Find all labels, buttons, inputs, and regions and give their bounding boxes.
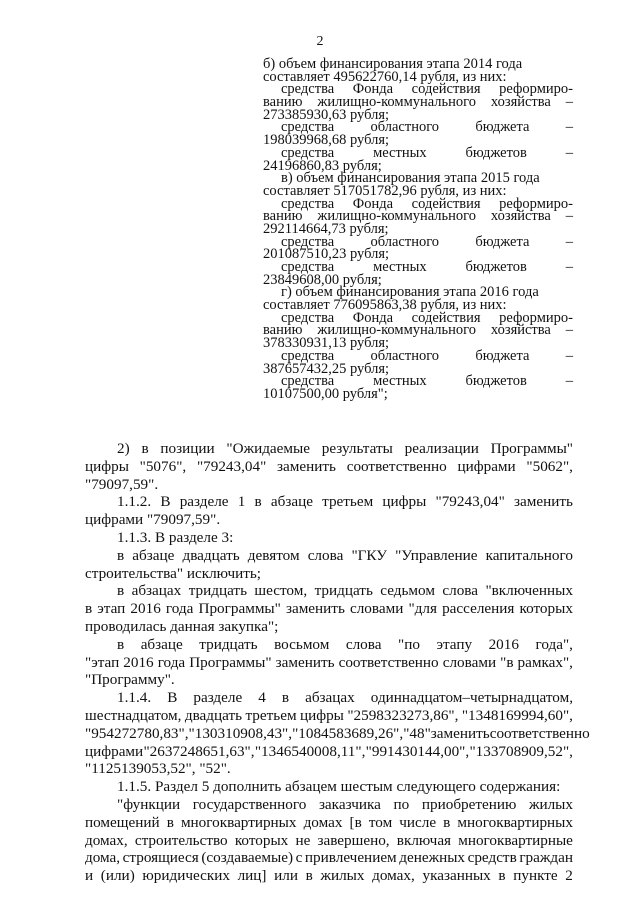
- word: хозяйства: [490, 322, 551, 339]
- word: позиции: [160, 440, 215, 457]
- word: в: [141, 440, 149, 457]
- word: соответственно: [338, 653, 439, 671]
- word: и: [85, 867, 94, 885]
- word: с: [295, 849, 303, 867]
- stage-2015-title: в) объем финансирования этапа 2015 года: [281, 170, 540, 187]
- word: или: [274, 867, 298, 885]
- amend-36-37-line-1: [85, 582, 573, 600]
- word: реформиро-: [499, 81, 573, 98]
- word: В: [160, 493, 171, 511]
- word: седьмом: [380, 582, 435, 600]
- word: которых: [519, 600, 573, 618]
- amend-29-line-1: [85, 547, 573, 565]
- word: "48": [403, 724, 431, 742]
- word: "133708909,52",: [469, 742, 573, 760]
- word: в: [498, 867, 506, 885]
- clause-1-1-4-line-3: [85, 724, 590, 743]
- word: рамках",: [517, 653, 573, 671]
- word: бюджета: [475, 347, 530, 364]
- word: тридцать: [314, 582, 373, 600]
- word: этап: [97, 600, 126, 618]
- word: средства: [281, 195, 335, 212]
- stage-2015-fund-amount: 292114664,73 рубля;: [263, 220, 389, 237]
- word: "1346540008,11",: [254, 742, 366, 760]
- word: абзаце: [140, 635, 183, 653]
- word: жилых: [528, 795, 573, 813]
- word: –: [565, 144, 573, 161]
- word: пункте: [513, 867, 558, 885]
- word: бюджета: [475, 233, 530, 250]
- word: местных: [373, 373, 427, 390]
- word: заменить: [285, 600, 345, 618]
- word: 2016: [130, 600, 161, 618]
- word: жилищно-коммунального: [317, 208, 477, 225]
- word: года",: [535, 635, 573, 653]
- word: двадцать: [182, 546, 240, 564]
- stage-2016-fund-amount: 378330931,13 рубля;: [263, 335, 390, 352]
- word: денежных: [399, 849, 466, 867]
- word: средства: [281, 259, 335, 275]
- quote-line-5: [85, 867, 573, 885]
- word: –: [565, 119, 573, 136]
- word: 1.1.2.: [117, 493, 152, 511]
- word: абзацах: [131, 582, 182, 600]
- word: В: [167, 689, 178, 707]
- item-2-line-1: [85, 440, 573, 458]
- word: абзаце: [132, 546, 175, 564]
- word: граждан: [519, 849, 573, 867]
- clause-1-1-2-line-2: цифрами "79097,59".: [85, 511, 221, 529]
- word: –: [565, 233, 573, 250]
- word: числе: [399, 813, 437, 831]
- word: соответственно: [346, 457, 447, 475]
- word: указанных: [422, 867, 491, 885]
- amend-36-37-line-2: [85, 600, 573, 618]
- word: включая: [396, 831, 452, 849]
- word: домах: [303, 813, 343, 831]
- word: в: [117, 546, 125, 564]
- amend-38-line-2: [85, 654, 573, 672]
- document-body: [85, 440, 590, 885]
- stage-2014-title: б) объем финансирования этапа 2014 года: [263, 56, 523, 72]
- word: жилых: [320, 867, 365, 885]
- word: слова: [442, 582, 479, 600]
- word: заменить: [277, 457, 336, 475]
- word: 2016: [488, 635, 519, 653]
- word: помещений: [85, 813, 160, 831]
- word: восьмом: [274, 635, 330, 653]
- word: бюджета: [475, 119, 530, 136]
- word: местных: [373, 144, 427, 161]
- word: 2): [117, 440, 130, 457]
- financing-column: [263, 58, 573, 401]
- amend-29-line-2: строительства" исключить;: [85, 564, 261, 582]
- word: "функции: [117, 795, 181, 813]
- word: цифрами: [457, 457, 516, 475]
- word: двадцать: [184, 706, 243, 724]
- word: Программы": [198, 600, 281, 618]
- word: жилищно-коммунального: [317, 322, 477, 339]
- clause-1-1-2-line-1: [85, 493, 573, 511]
- word: заменить: [275, 653, 335, 671]
- word: средств: [467, 849, 517, 867]
- word: соответственно: [489, 724, 590, 742]
- word: (создаваемые): [201, 849, 294, 867]
- word: средства: [281, 81, 335, 98]
- word: реализации: [404, 440, 479, 457]
- word: "этап: [85, 653, 120, 671]
- word: шестнадцатом,: [85, 706, 182, 724]
- word: в: [305, 867, 313, 885]
- word: реформиро-: [499, 195, 573, 212]
- word: областного: [370, 119, 440, 136]
- word: "1084583689,26",: [292, 724, 404, 742]
- clause-1-1-4-line-5: "1125139053,52", "52".: [85, 760, 231, 778]
- word: абзацах: [305, 689, 355, 707]
- word: расселения: [442, 600, 515, 618]
- word: "79243,04": [196, 457, 267, 475]
- stage-2016-total: составляет 776095863,38 рубля, из них:: [263, 297, 507, 314]
- stage-2015-regional-amount: 201087510,23 рубля;: [263, 246, 390, 263]
- word: "1348169994,60",: [461, 706, 573, 724]
- word: ванию: [263, 94, 303, 111]
- word: по: [393, 795, 410, 813]
- word: результаты: [321, 440, 393, 457]
- word: средства: [281, 144, 335, 161]
- word: бюджетов: [465, 144, 527, 161]
- word: Программы": [189, 653, 272, 671]
- word: областного: [370, 233, 440, 250]
- word: в: [85, 600, 93, 618]
- word: одиннадцатом–четырнадцатом,: [370, 689, 573, 707]
- word: "5076",: [139, 457, 187, 475]
- stage-2014-regional-amount: 198039968,68 рубля;: [263, 132, 390, 149]
- quote-line-1: [85, 796, 573, 814]
- word: строящиеся: [122, 849, 199, 867]
- stage-2014-local-amount: 24196860,83 рубля;: [263, 157, 382, 174]
- word: этапу: [436, 635, 473, 653]
- word: хозяйства: [490, 208, 551, 225]
- word: в: [443, 813, 451, 831]
- word: содействия: [411, 195, 481, 212]
- word: "79243,04": [435, 493, 505, 511]
- word: Фонда: [352, 81, 394, 98]
- amend-36-37-line-3: проводилась данная закупка";: [85, 617, 279, 635]
- word: 2016: [123, 653, 154, 671]
- clause-1-1-4-line-2: [85, 707, 573, 725]
- word: –: [565, 373, 573, 390]
- word: юридических: [142, 867, 230, 885]
- word: 1.1.4.: [117, 689, 152, 707]
- word: в: [117, 635, 125, 653]
- quote-line-4: [85, 849, 573, 867]
- word: Программы": [490, 440, 573, 457]
- word: заменить: [430, 724, 490, 742]
- amend-38-line-1: [85, 636, 573, 654]
- word: многоквартирных: [180, 813, 297, 831]
- stage-2016-title: г) объем финансирования этапа 2016 года: [281, 284, 539, 301]
- word: средства: [281, 373, 335, 390]
- word: разделе: [179, 493, 229, 511]
- word: третьем: [322, 493, 374, 511]
- word: которых: [234, 831, 289, 849]
- word: бюджетов: [465, 259, 527, 275]
- word: 4: [258, 689, 266, 707]
- word: в: [117, 582, 125, 600]
- word: ванию: [263, 322, 303, 339]
- word: –: [565, 94, 573, 111]
- word: капитального: [485, 546, 573, 564]
- word: "в: [500, 653, 514, 671]
- stage-2014-fund-amount: 273385930,63 рубля;: [263, 106, 390, 123]
- word: средства: [281, 347, 335, 364]
- word: "для: [408, 600, 437, 618]
- word: содействия: [411, 81, 481, 98]
- word: 2: [565, 867, 573, 885]
- word: "Ожидаемые: [226, 440, 310, 457]
- item-2-line-2: [85, 458, 573, 476]
- word: привлечением: [304, 849, 397, 867]
- word: года: [157, 653, 186, 671]
- word: Фонда: [352, 309, 394, 326]
- word: средства: [281, 309, 335, 326]
- stage-2015-total: составляет 517051782,96 рубля, из них:: [263, 182, 507, 199]
- word: не: [295, 831, 311, 849]
- word: "991430144,00",: [365, 742, 470, 760]
- word: слова: [345, 635, 382, 653]
- word: ванию: [263, 208, 303, 225]
- word: (или): [100, 867, 135, 885]
- word: цифрами: [85, 742, 144, 760]
- word: государственного: [192, 795, 307, 813]
- word: в: [281, 689, 290, 707]
- clause-1-1-4-line-4: [85, 743, 573, 761]
- word: тридцать: [199, 635, 258, 653]
- word: "включенных: [485, 582, 573, 600]
- item-2-line-3: "79097,59".: [85, 475, 159, 493]
- word: цифры: [382, 493, 427, 511]
- word: лиц]: [237, 867, 267, 885]
- word: "954272780,83",: [85, 724, 189, 742]
- word: 1: [237, 493, 246, 511]
- word: "ГКУ: [351, 546, 387, 564]
- quote-line-3: [85, 832, 573, 850]
- word: средства: [281, 233, 335, 250]
- word: строительство: [134, 831, 228, 849]
- word: абзаце: [270, 493, 313, 511]
- word: домах,: [372, 867, 415, 885]
- word: "130310908,43",: [188, 724, 293, 742]
- word: многоквартирных: [457, 813, 573, 831]
- word: домах,: [85, 831, 128, 849]
- amend-38-line-3: "Программу".: [85, 671, 175, 689]
- word: –: [565, 208, 573, 225]
- page-number: 2: [316, 34, 324, 49]
- word: [в: [349, 813, 362, 831]
- word: заменить: [514, 493, 573, 511]
- word: местных: [373, 259, 427, 275]
- word: "Управление: [395, 546, 478, 564]
- word: цифры: [85, 457, 129, 475]
- word: многоквартирные: [458, 831, 573, 849]
- word: года: [165, 600, 194, 618]
- word: хозяйства: [490, 94, 551, 111]
- word: реформиро-: [499, 309, 573, 326]
- word: тридцать: [188, 582, 247, 600]
- clause-1-1-4-line-1: [85, 689, 573, 707]
- clause-1-1-5-heading: 1.1.5. Раздел 5 дополнить абзацем шестым следующего содержания:: [117, 778, 561, 796]
- word: –: [565, 347, 573, 364]
- word: содействия: [411, 309, 481, 326]
- word: "по: [398, 635, 420, 653]
- stage-2016-local-amount: 10107500,00 рубля";: [263, 385, 388, 402]
- word: девятом: [247, 546, 300, 564]
- word: –: [565, 322, 573, 339]
- word: словами: [442, 653, 497, 671]
- word: том: [368, 813, 393, 831]
- word: "2598323273,86",: [347, 706, 459, 724]
- word: цифры: [299, 706, 344, 724]
- clause-1-1-3-heading: 1.1.3. В разделе 3:: [117, 528, 234, 546]
- word: жилищно-коммунального: [317, 94, 477, 111]
- word: разделе: [193, 689, 243, 707]
- word: Фонда: [352, 195, 394, 212]
- word: в: [166, 813, 174, 831]
- stage-2014-total: составляет 495622760,14 рубля, из них:: [263, 68, 507, 85]
- word: шестом,: [254, 582, 308, 600]
- word: областного: [370, 347, 440, 364]
- word: заказчика: [318, 795, 381, 813]
- word: третьем: [245, 706, 297, 724]
- word: приобретению: [421, 795, 517, 813]
- word: "5062",: [526, 457, 573, 475]
- word: завершено,: [317, 831, 390, 849]
- quote-line-2: [85, 814, 573, 832]
- word: средства: [281, 119, 335, 136]
- word: бюджетов: [465, 373, 527, 390]
- word: в: [254, 493, 262, 511]
- stage-2016-regional-amount: 387657432,25 рубля;: [263, 360, 390, 377]
- word: дома,: [85, 849, 121, 867]
- stage-2015-local-amount: 23849608,00 рубля;: [263, 271, 382, 288]
- word: "2637248651,63",: [143, 742, 255, 760]
- word: словами: [349, 600, 404, 618]
- word: –: [565, 259, 573, 275]
- word: слова: [307, 546, 344, 564]
